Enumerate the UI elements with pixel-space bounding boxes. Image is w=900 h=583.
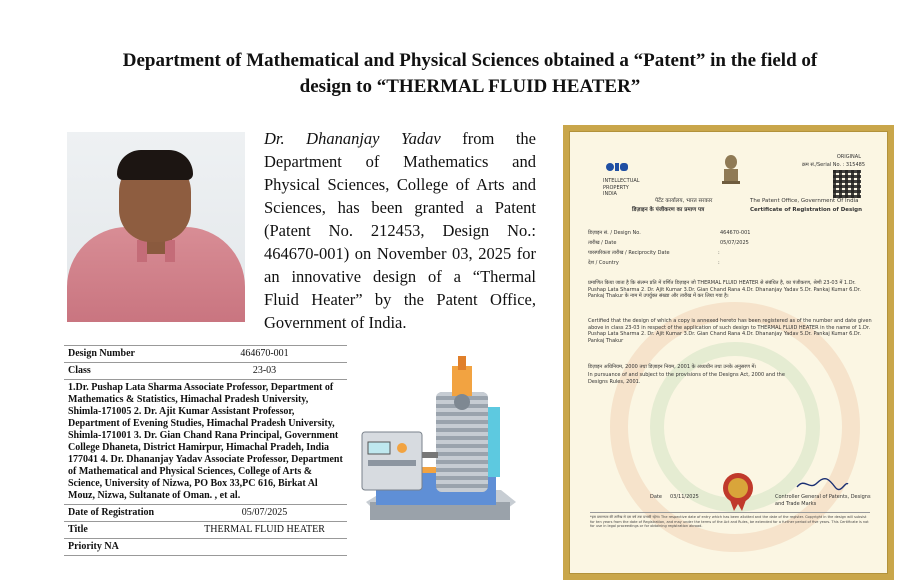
cert-act-hindi: डिज़ाइन अधिनियम, 2000 तथा डिज़ाइन नियम, 2001 के अध्यधीन तथा उनके अनुसरण में। [588, 364, 757, 370]
thermal-fluid-heater-illustration [356, 352, 521, 542]
class-value: 23-03 [182, 363, 347, 380]
cert-design-no-label: डिज़ाइन सं. / Design No. [588, 230, 641, 236]
cert-issue-date-label: Date [650, 494, 662, 500]
cert-act-english: In pursuance of and subject to the provisions of the Designs Act, 2000 and the Designs Rules, 2001. [588, 372, 785, 385]
office-english: The Patent Office, Government Of India [750, 198, 859, 204]
cert-signatory: Controller General of Patents, Designs and Trade Marks [775, 494, 871, 507]
page-headline [40, 48, 900, 100]
signature-icon [795, 475, 850, 493]
cert-design-no: 464670-001 [720, 230, 751, 236]
inventors-list: 1.Dr. Pushap Lata Sharma Associate Professor, Department of Mathematics & Statistics, Himachal Pradesh University, Shimla-171005 2. Dr. Ajit Kumar Assistant Professor, Department of Evening Studies, Himachal Pradesh University, Shimla-171001 3. Dr. Gian Chand Rana Principal, Government College Dhaneta, District Hamirpur, Himachal Pradeh, India 177041 4. Dr. Dhananjay Yadav Associate Professor, Department of Mathematical and Physical Sciences, College of Arts & Science, University of Nizwa, PO Box 33,PC 616, Birkat Al Mouz, Nizwa, Sultanate of Oman. , et al. [64, 380, 347, 505]
intro-text: from the Department of Mathematics and Physical Sciences, College of Arts and Sciences, has been granted a Patent (Patent No. 212453, Design No.: 464670-001) on November 03, 2025 for an innovative design of a “Thermal Fluid Heater” by the Patent Office, Government of India. [264, 129, 536, 332]
researcher-name: Dr. Dhananjay Yadav [264, 129, 441, 148]
official-seal-icon [720, 472, 756, 512]
design-number-value: 464670-001 [182, 346, 347, 363]
office-hindi: पेटेंट कार्यालय, भारत सरकार [655, 198, 713, 204]
certificate-image [563, 125, 894, 580]
original-mark: ORIGINAL [836, 154, 861, 160]
registration-date-label: Date of Registration [64, 505, 182, 522]
cert-country-label: देश / Country [588, 260, 619, 266]
serial-number: क्रम सं./Serial No. : 315485 [801, 162, 865, 168]
cert-title-english: Certificate of Registration of Design [750, 207, 863, 213]
intro-paragraph [264, 127, 536, 334]
cert-footer-note: *इस प्रमाणपत्र की तारीख से दस वर्ष तक प्रभावी रहेगा। The respective date of entry which has been allotted and the date of the register. Copyright in the design will subsist for ten years from the date of Registration, and may under the terms of the Act and Rules, be extended for a further period of five years. This Certificate is not for use in legal proceedings or for obtaining registration abroad. [590, 515, 869, 528]
ip-india-logo-text: INTELLECTUAL PROPERTY INDIA [603, 178, 640, 197]
cert-date: 05/07/2025 [720, 240, 749, 246]
qr-code-icon [833, 170, 861, 198]
cert-title-hindi: डिज़ाइन के पंजीकरण का प्रमाण पत्र [632, 207, 705, 213]
cert-english-body: Certified that the design of which a copy is annexed hereto has been registered as of the number and date given above in class 23-03 in respect of the application of such design to THERMAL FLUID HEATER in the name of 1.Dr. Pushap Lata Sharma 2. Dr. Ajit Kumar 3.Dr. Gian Chand Rana 4.Dr. Dhananjay Yadav 5.Dr. Pankaj Kumar 6.Dr. Pankaj Thakur [588, 318, 872, 344]
cert-date-label: तारीख / Date [588, 240, 617, 246]
title-label: Title [64, 522, 182, 539]
class-label: Class [64, 363, 182, 380]
cert-hindi-body: प्रमाणित किया जाता है कि संलग्न प्रति में वर्णित डिज़ाइन जो THERMAL FLUID HEATER से संबंधित है, का पंजीकरण, श्रेणी 23-03 में 1.Dr. Pushap Lata Sharma 2. Dr. Ajit Kumar 3.Dr. Gian Chand Rana 4.Dr. Dhananjay Yadav 5.Dr. Pankaj Kumar 6.Dr. Pankaj Thakur के नाम में उपर्युक्त संख्या और तारीख में कर लिया गया है। [588, 280, 861, 299]
ip-india-logo-icon [605, 162, 631, 176]
headline-line-1: Department of Mathematical and Physical Sciences obtained a “Patent” in the field of [122, 50, 818, 71]
cert-reciprocity-label: पारस्परिकता तारीख / Reciprocity Date [588, 250, 670, 256]
cert-country: : [718, 260, 720, 266]
registration-date-value: 05/07/2025 [182, 505, 347, 522]
priority-label: Priority NA [64, 539, 347, 556]
portrait-photo [67, 132, 245, 322]
headline-line-2: design to “THERMAL FLUID HEATER” [299, 76, 641, 97]
title-value: THERMAL FLUID HEATER [182, 522, 347, 539]
cert-reciprocity: : [718, 250, 720, 256]
cert-issue-date: 03/11/2025 [670, 494, 699, 500]
national-emblem-icon [720, 154, 742, 186]
design-number-label: Design Number [64, 346, 182, 363]
design-details-table [64, 345, 347, 556]
